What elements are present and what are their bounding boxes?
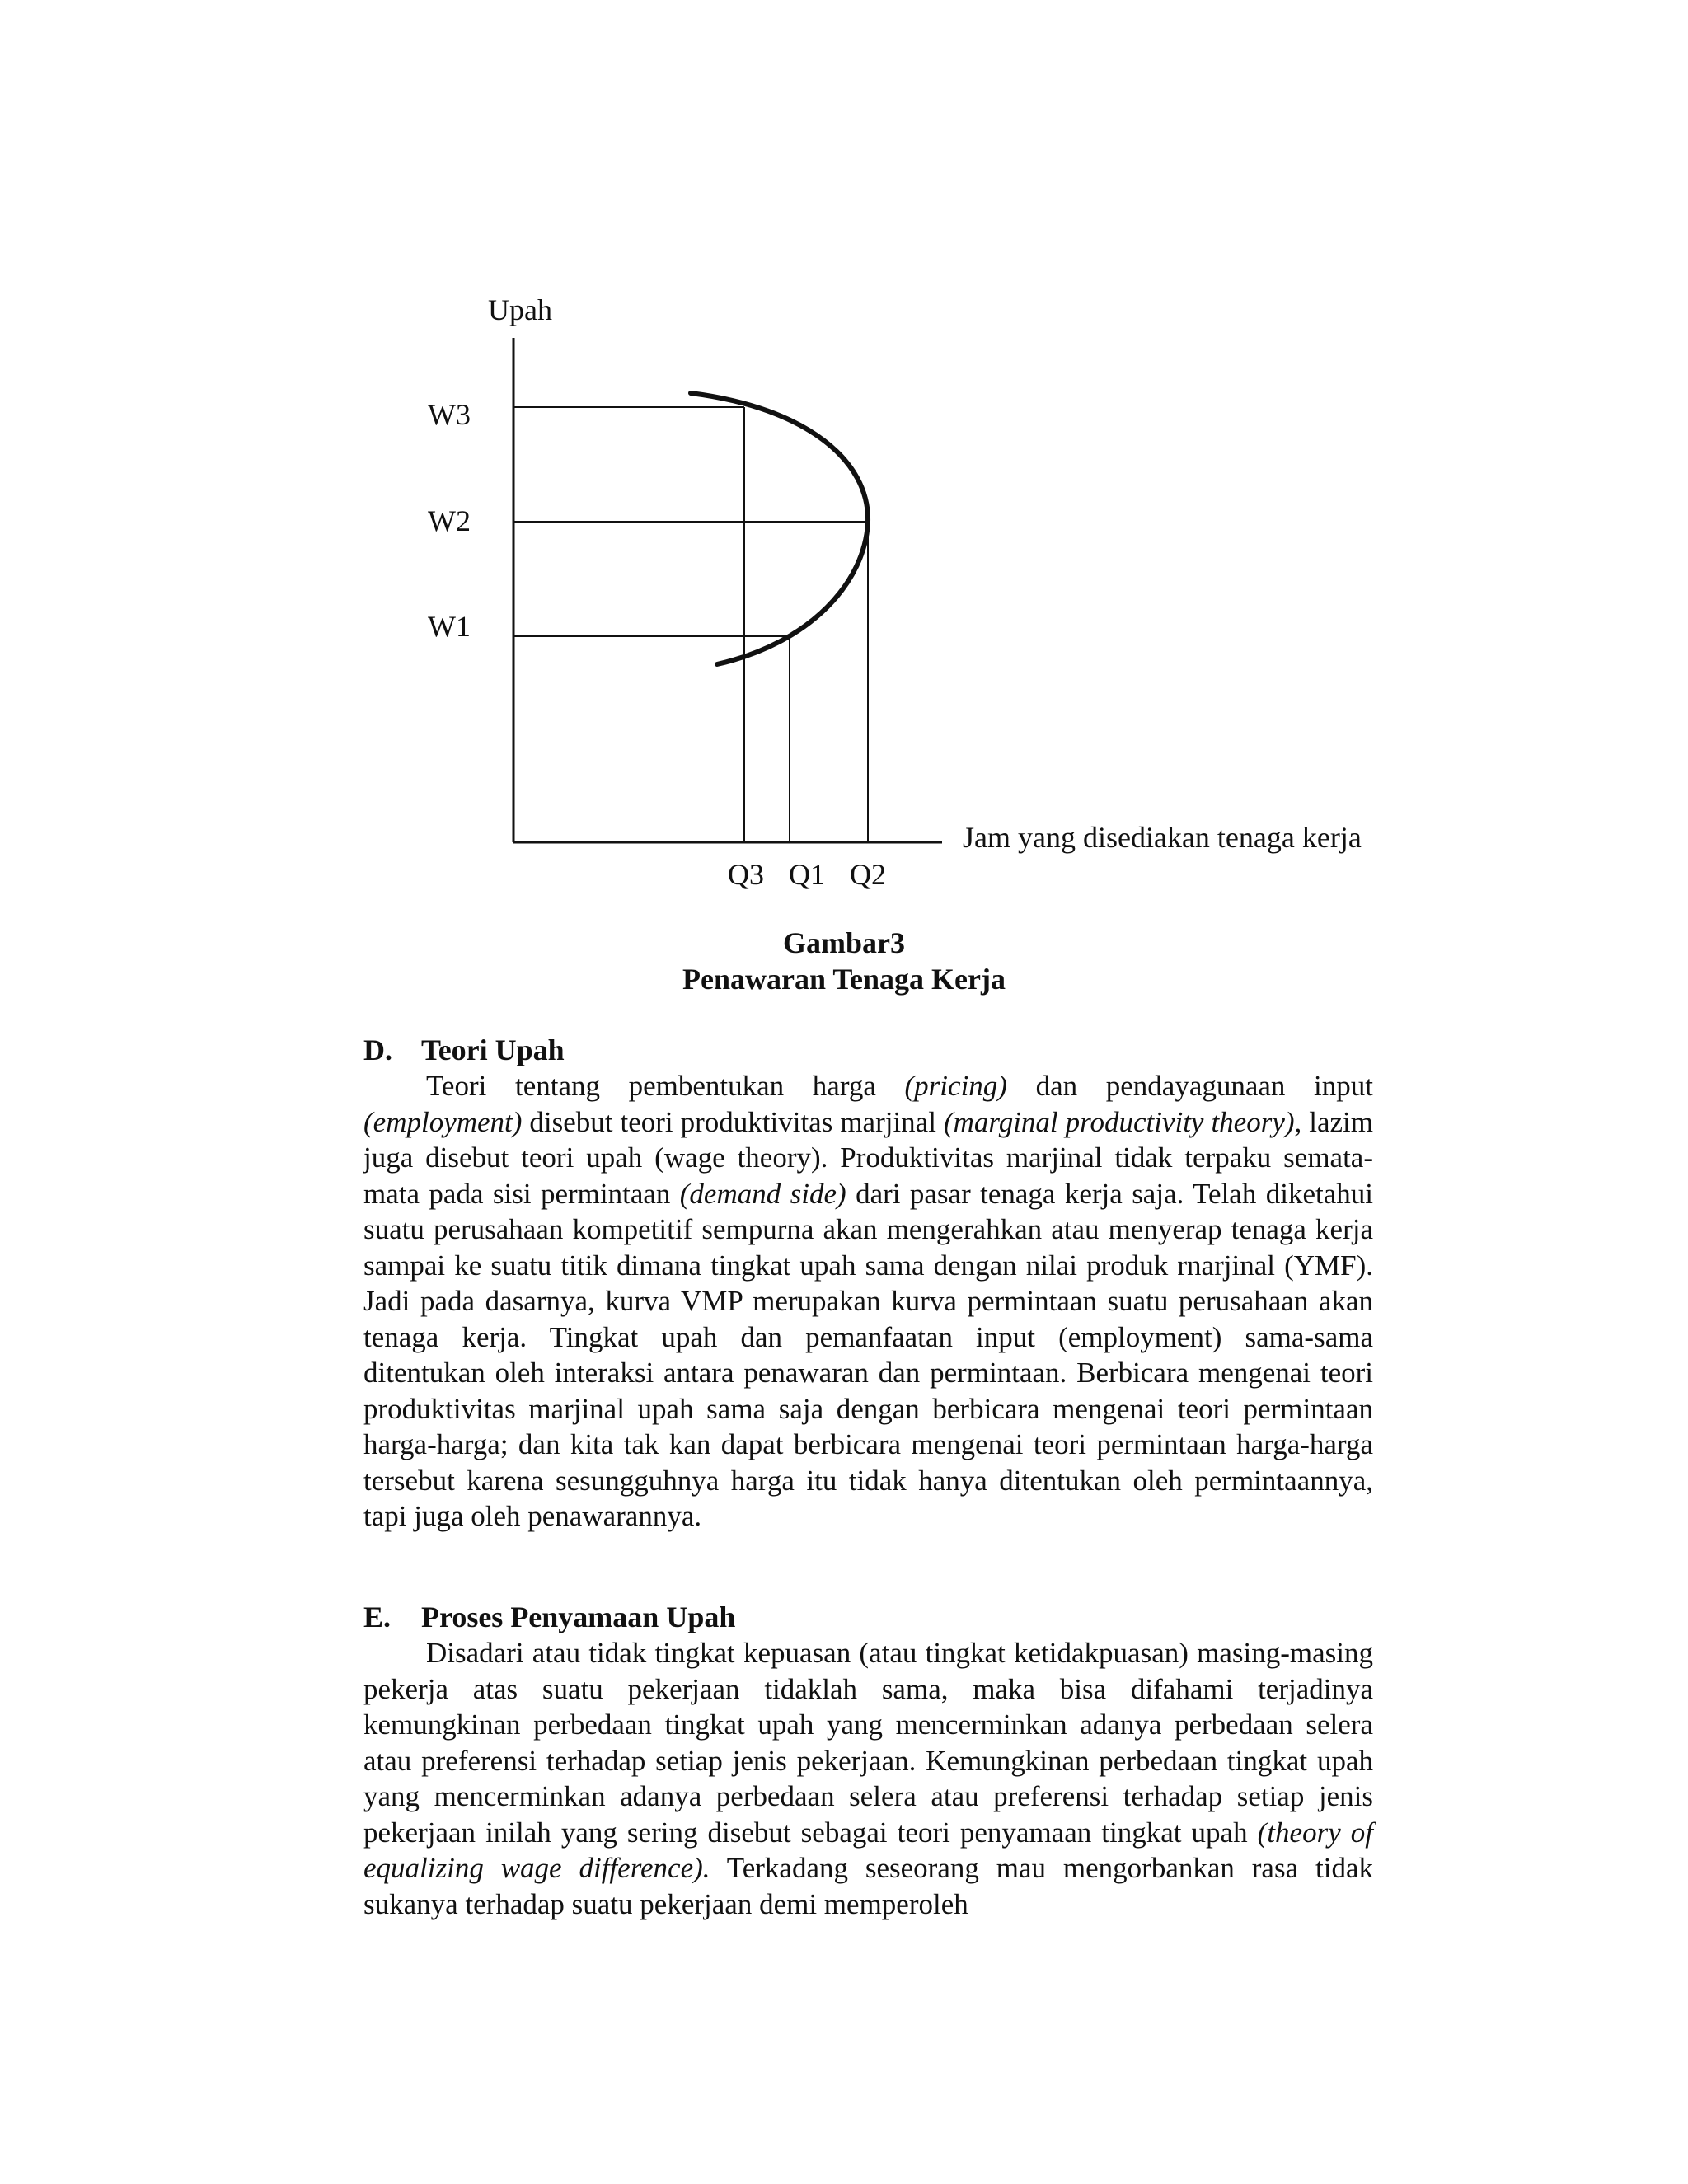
x-tick-q2: Q2 [850, 858, 886, 891]
section-d-heading [363, 1032, 565, 1068]
italic-run: (marginal productivity theory), [943, 1105, 1302, 1138]
section-d-title: Teori Upah [421, 1033, 565, 1066]
text-run: dari pasar tenaga kerja saja. Telah diketahui suatu perusahaan kompetitif sempurna akan mengerahkan atau menyerap tenaga kerja sampai ke suatu titik dimana tingkat upah sama dengan nilai produk rnarjinal (YMF). Jadi pada dasarnya, kurva VMP merupakan kurva permintaan suatu perusahaan akan tenaga kerja. Tingkat upah dan pemanfaatan input (employment) sama-sama ditentukan oleh interaksi antara penawaran dan permintaan. Berbicara mengenai teori produktivitas marjinal upah sama saja dengan berbicara mengenai teori permintaan harga-harga; dan kita tak kan dapat berbicara mengenai teori permintaan harga-harga tersebut karena sesungguhnya harga itu tidak hanya ditentukan oleh permintaannya, tapi juga oleh penawarannya. [363, 1177, 1373, 1532]
text-run: dan pendayagunaan input [1006, 1070, 1373, 1102]
x-tick-q1: Q1 [789, 858, 825, 891]
y-axis-label: Upah [488, 293, 552, 326]
section-e-title: Proses Penyamaan Upah [421, 1601, 736, 1633]
italic-run: (pricing) [904, 1070, 1007, 1102]
section-e-number: E. [363, 1601, 392, 1633]
y-tick-w2: W2 [428, 504, 471, 537]
text-run: disebut teori produktivitas marjinal [522, 1105, 944, 1138]
italic-run: (theory of equalizing wage difference). [363, 1816, 1374, 1884]
y-tick-w1: W1 [428, 610, 471, 643]
section-e-heading [363, 1599, 735, 1635]
section-d-paragraph [363, 1068, 1373, 1535]
text-run: Teori tentang pembentukan harga [426, 1070, 905, 1102]
section-e-paragraph [363, 1635, 1373, 1922]
figure-caption-title: Penawaran Tenaga Kerja [682, 963, 1006, 996]
italic-run: (demand side) [679, 1177, 846, 1210]
y-tick-w3: W3 [428, 398, 471, 431]
text-run: Disadari atau tidak tingkat kepuasan (atau tingkat ketidakpuasan) masing-masing pekerja atas suatu pekerjaan tidaklah sama, maka bisa difahami terjadinya kemungkinan perbedaan tingkat upah yang mencerminkan adanya perbedaan selera atau preferensi terhadap setiap jenis pekerjaan. Kemungkinan perbedaan tingkat upah yang mencerminkan adanya perbedaan selera atau preferensi terhadap setiap jenis pekerjaan inilah yang sering disebut sebagai teori penyamaan tingkat upah [363, 1637, 1373, 1849]
italic-run: (employment) [363, 1105, 523, 1138]
x-axis-label: Jam yang disediakan tenaga kerja [963, 821, 1362, 854]
text-run: lazim juga disebut teori upah (wage theory). Produktivitas marjinal tidak terpaku semata-mata pada sisi permintaan [363, 1105, 1373, 1210]
x-tick-q3: Q3 [728, 858, 764, 891]
figure-caption-number: Gambar3 [783, 926, 905, 959]
section-d-number: D. [363, 1033, 392, 1066]
supply-curve [691, 393, 868, 664]
labor-supply-figure [0, 0, 1688, 923]
text-run: Terkadang seseorang mau mengorbankan rasa tidak sukanya terhadap suatu pekerjaan demi memperoleh [363, 1852, 1373, 1920]
